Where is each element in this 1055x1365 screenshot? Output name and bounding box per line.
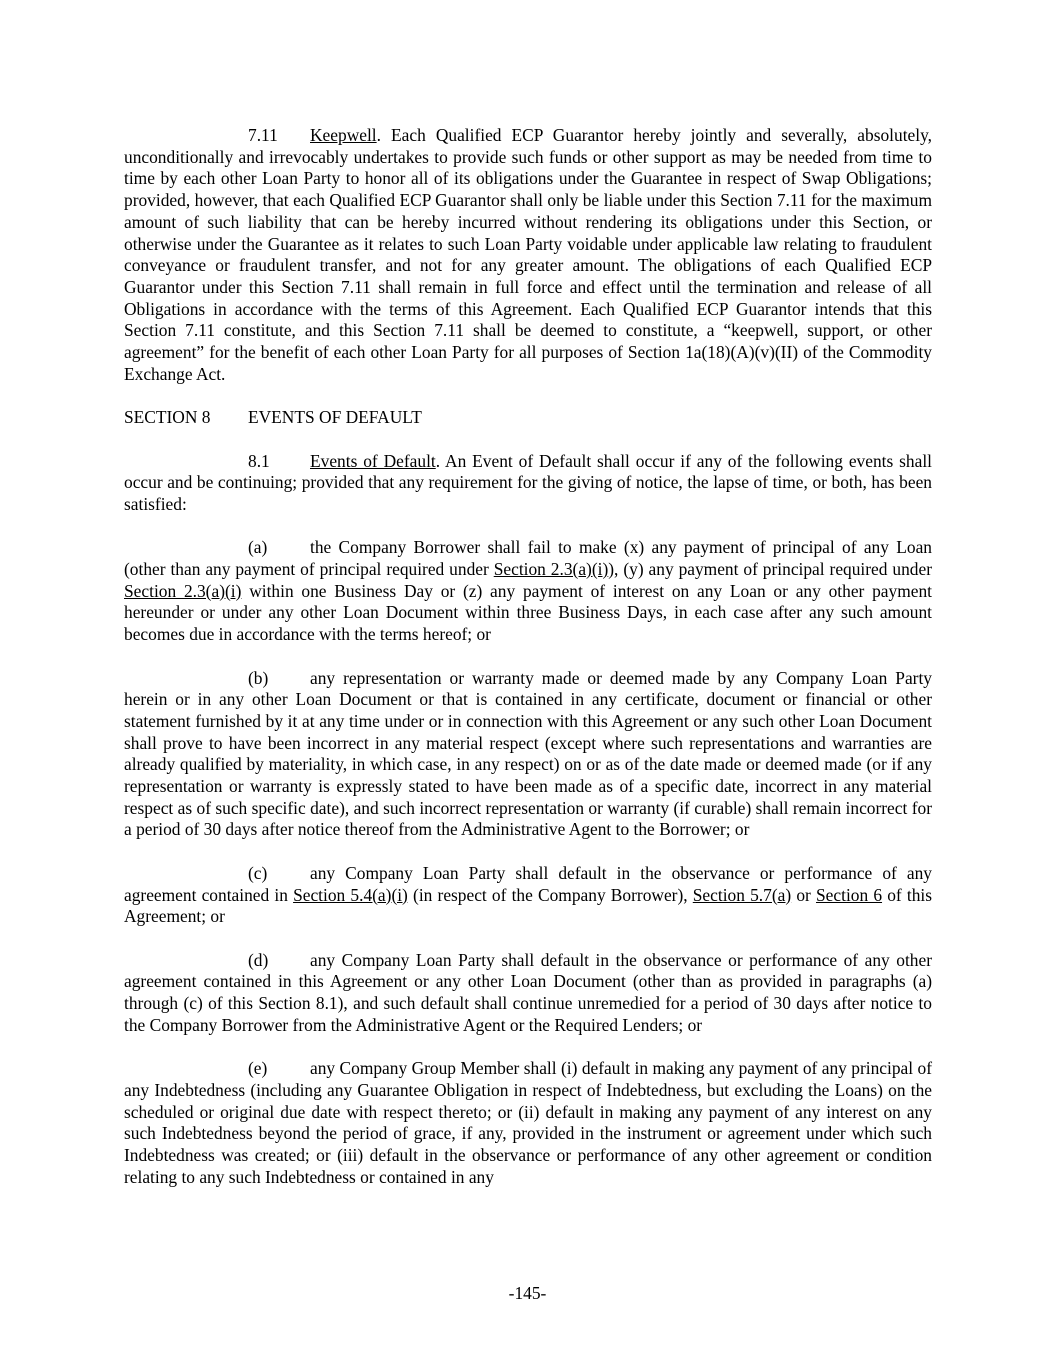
document-page: [124, 125, 932, 1188]
clause-b: [124, 668, 932, 842]
clause-label: (d): [248, 949, 269, 970]
section-number: 8.1: [248, 450, 270, 471]
clause-text: the Company Borrower shall fail to make (x) any payment of principal of any Loan (other than any payment of principal required under: [124, 537, 932, 580]
section-reference: Section 2.3(a)(i): [493, 559, 609, 580]
title-punctuation: .: [435, 450, 446, 471]
section-heading-number: SECTION 8: [124, 407, 211, 428]
paragraph-text: An Event of Default shall occur if any of the following events shall occur and be continuing; provided that any requirement for the giving of notice, the lapse of time, or both, has been satisfied:: [124, 450, 932, 514]
section-heading-title: EVENTS OF DEFAULT: [248, 407, 422, 428]
clause-label: (b): [248, 667, 269, 688]
clause-text: ), (y) any payment of principal required under: [608, 559, 932, 580]
paragraph-text: Each Qualified ECP Guarantor hereby jointly and severally, absolutely, unconditionally and irrevocably undertakes to provide such funds or other support as may be needed from time to time by each other Loan Party to honor all of its obligations under the Guarantee in respect of Swap Obligations; provided, however, that each Qualified ECP Guarantor shall only be liable under this Section 7.11 for the maximum amount of such liability that can be hereby incurred without rendering its obligations under this Section, or otherwise under the Guarantee as it relates to such Loan Party voidable under applicable law relating to fraudulent conveyance or fraudulent transfer, and not for any greater amount. The obligations of each Qualified ECP Guarantor under this Section 7.11 shall remain in full force and effect until the termination and release of all Obligations in accordance with the terms of this Agreement. Each Qualified ECP Guarantor intends that this Section 7.11 constitute, and this Section 7.11 shall be deemed to constitute, a “keepwell, support, or other agreement” for the benefit of each other Loan Party for all purposes of Section 1a(18)(A)(v)(II) of the Commodity Exchange Act.: [124, 125, 932, 384]
clause-text: any Company Group Member shall (i) default in making any payment of any principal of any Indebtedness (including any Guarantee Obligation in respect of Indebtedness, but excluding the Loans) on the scheduled or original due date with respect thereto; or (ii) default in making any payment of any interest on any such Indebtedness beyond the period of grace, if any, provided in the instrument or agreement under which such Indebtedness was created; or (iii) default in the observance or performance of any other agreement or condition relating to any such Indebtedness or contained in any: [124, 1058, 932, 1187]
clause-text: any Company Loan Party shall default in the observance or performance of any agreement contained in: [124, 862, 932, 905]
clause-text: (in respect of the Company Borrower),: [407, 884, 693, 905]
page-number: -145-: [508, 1283, 547, 1303]
section-heading: [124, 407, 932, 429]
events-of-default-paragraph: [124, 451, 932, 516]
clause-e: [124, 1058, 932, 1188]
section-reference: Section 5.4(a)(i): [293, 884, 408, 905]
section-reference: Section 2.3(a)(i): [124, 580, 242, 601]
section-title: Events of Default: [310, 450, 436, 471]
clause-text: or: [791, 884, 816, 905]
section-title: Keepwell: [310, 125, 377, 145]
clause-text: any Company Loan Party shall default in the observance or performance of any other agreement contained in this Agreement or any other Loan Document (other than as provided in paragraphs (a) through (c) of this Section 8.1), and such default shall continue unremedied for a period of 30 days after notice to the Company Borrower from the Administrative Agent or the Required Lenders; or: [124, 949, 932, 1035]
clause-text: of this Agreement; or: [124, 884, 932, 927]
section-reference: Section 5.7(a): [692, 884, 792, 905]
clause-label: (e): [248, 1058, 268, 1079]
clause-label: (c): [248, 862, 268, 883]
clause-text: within one Business Day or (z) any payment of interest on any Loan or any other payment hereunder or under any other Loan Document within three Business Days, in each case after any such amount becomes due in accordance with the terms hereof; or: [124, 580, 932, 645]
title-punctuation: .: [376, 125, 392, 145]
clause-label: (a): [248, 537, 268, 558]
section-number: 7.11: [248, 125, 278, 145]
clause-text: any representation or warranty made or deemed made by any Company Loan Party herein or in any other Loan Document or that is contained in any certificate, document or financial or other statement furnished by it at any time under or in connection with this Agreement or any such other Loan Document shall prove to have been incorrect in any material respect (except where such representations and warranties are already qualified by materiality, in which case, in any respect) on or as of the date made or deemed made (or if any representation or warranty is expressly stated to have been made as of a specific date, incorrect in any material respect as of such specific date), and such incorrect representation or warranty (if curable) shall remain incorrect for a period of 30 days after notice thereof from the Administrative Agent to the Borrower; or: [124, 667, 932, 840]
clause-c: [124, 863, 932, 928]
keepwell-paragraph: [124, 125, 932, 385]
clause-a: [124, 537, 932, 646]
section-reference: Section 6: [816, 884, 883, 905]
clause-d: [124, 950, 932, 1037]
